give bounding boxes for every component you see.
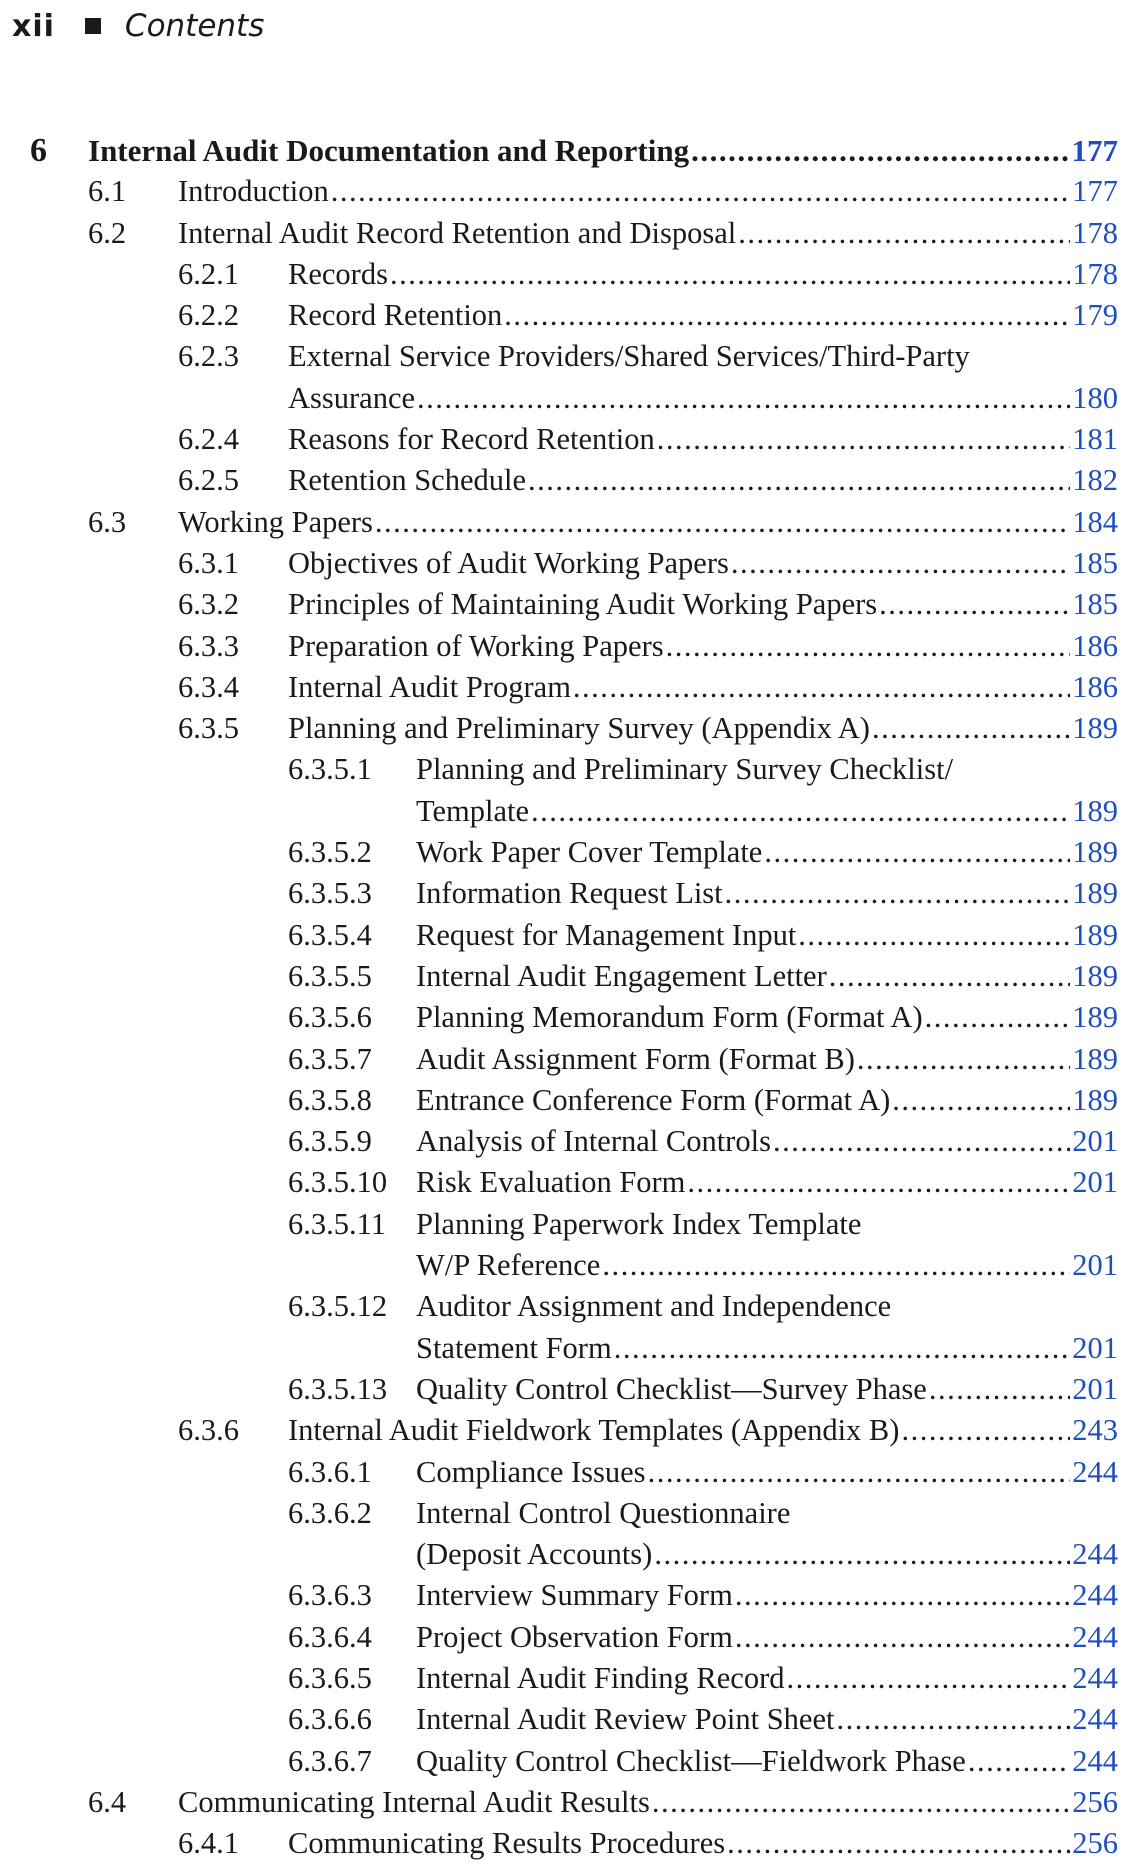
toc-entry[interactable] <box>0 667 1143 708</box>
toc-entry-title: Internal Audit Fieldwork Templates (Appendix B) <box>288 1413 900 1448</box>
toc-entry-line <box>416 1080 1118 1121</box>
toc-entry-title: Internal Control Questionnaire <box>416 1495 791 1530</box>
dot-leader <box>687 1162 1070 1203</box>
toc-entry-line <box>288 543 1118 584</box>
dot-leader <box>836 1699 1070 1740</box>
dot-leader <box>652 1782 1070 1823</box>
toc-entry-title: Communicating Results Procedures <box>288 1826 726 1861</box>
dot-leader <box>654 1534 1070 1575</box>
dot-leader <box>925 997 1071 1038</box>
toc-entry-line <box>288 584 1118 625</box>
toc-entry-number: 6.3 <box>88 504 127 539</box>
toc-entry-line <box>416 1699 1118 1740</box>
toc-entry-title: Retention Schedule <box>288 463 527 498</box>
toc-entry[interactable] <box>0 1782 1143 1823</box>
dot-leader <box>417 378 1070 419</box>
toc-entry-line <box>416 1575 1118 1616</box>
toc-entry-body <box>416 749 1118 832</box>
toc-entry-number: 6.3.5.10 <box>288 1165 388 1200</box>
toc-entry-line <box>178 1782 1118 1823</box>
toc-entry-number: 6.3.5.8 <box>288 1082 372 1117</box>
toc-entry-title: Auditor Assignment and Independence <box>416 1289 892 1324</box>
toc-entry-line <box>416 873 1118 914</box>
toc-entry[interactable] <box>0 460 1143 501</box>
toc-entry-number: 6.1 <box>88 174 127 209</box>
toc-entry-body <box>416 832 1118 873</box>
toc-entry-line <box>178 213 1118 254</box>
dot-leader <box>731 543 1070 584</box>
toc-entry-number: 6.2.3 <box>178 339 239 374</box>
toc-entry-title: Planning Memorandum Form (Format A) <box>416 1000 923 1035</box>
dot-leader <box>929 1369 1070 1410</box>
toc-entry-title: External Service Providers/Shared Services/Third-Party <box>288 339 970 374</box>
toc-page-link[interactable]: 201 <box>1072 1124 1118 1159</box>
toc-entry-line <box>178 502 1118 543</box>
toc-entry-title: Working Papers <box>178 504 373 539</box>
toc-page-link[interactable]: 244 <box>1072 1660 1118 1695</box>
dot-leader <box>725 873 1071 914</box>
toc-page-link[interactable]: 244 <box>1072 1537 1118 1572</box>
toc-entry-title: Planning and Preliminary Survey Checklist/ <box>416 752 954 787</box>
toc-entry-number: 6.3.5.4 <box>288 917 372 952</box>
toc-entry-number: 6.3.5.6 <box>288 1000 372 1035</box>
toc-page-link[interactable]: 180 <box>1072 380 1118 415</box>
running-head <box>12 4 264 48</box>
toc-page-link[interactable]: 185 <box>1072 587 1118 622</box>
toc-entry[interactable] <box>0 997 1143 1038</box>
toc-entry-line <box>288 1410 1118 1451</box>
dot-leader <box>764 832 1070 873</box>
toc-entry[interactable] <box>0 915 1143 956</box>
toc-page-link[interactable]: 201 <box>1072 1371 1118 1406</box>
toc-entry-title: Planning Paperwork Index Template <box>416 1206 862 1241</box>
toc-entry-title: Project Observation Form <box>416 1619 733 1654</box>
toc-entry-line <box>288 460 1118 501</box>
toc-entry[interactable] <box>0 295 1143 336</box>
dot-leader <box>531 791 1070 832</box>
toc-page-link[interactable]: 256 <box>1072 1826 1118 1861</box>
toc-entry-title: Assurance <box>288 380 416 415</box>
running-head-title: Contents <box>124 8 265 44</box>
toc-entry-number: 6.3.5.9 <box>288 1124 372 1159</box>
toc-entry-number: 6.3.5.12 <box>288 1289 388 1324</box>
dot-leader <box>691 130 1069 171</box>
dot-leader <box>657 419 1070 460</box>
toc-page-link[interactable]: 189 <box>1072 876 1118 911</box>
toc-entry[interactable] <box>0 254 1143 295</box>
toc-page-link[interactable]: 182 <box>1072 463 1118 498</box>
dot-leader <box>773 1121 1070 1162</box>
toc-entry-line <box>416 1452 1118 1493</box>
toc-entry-body <box>178 502 1118 543</box>
toc-entry-line <box>416 1369 1118 1410</box>
toc-entry[interactable] <box>0 1699 1143 1740</box>
toc-entry-number: 6.3.6.2 <box>288 1495 372 1530</box>
toc-entry-body <box>416 1575 1118 1616</box>
toc-page-link[interactable]: 201 <box>1072 1248 1118 1283</box>
toc-entry[interactable] <box>0 832 1143 873</box>
toc-entry-title: Communicating Internal Audit Results <box>178 1784 650 1819</box>
toc-entry-body <box>416 873 1118 914</box>
square-bullet-icon <box>85 18 101 34</box>
toc-page-link[interactable]: 186 <box>1072 669 1118 704</box>
toc-entry-number: 6 <box>30 132 47 169</box>
dot-leader <box>892 1080 1070 1121</box>
toc-entry-body <box>288 336 1118 419</box>
toc-entry-body <box>288 543 1118 584</box>
toc-entry-number: 6.3.3 <box>178 628 239 663</box>
toc-entry-number: 6.3.5.11 <box>288 1206 386 1241</box>
toc-entry-line <box>416 1328 1118 1369</box>
toc-entry[interactable] <box>0 749 1143 832</box>
toc-entry[interactable] <box>0 1658 1143 1699</box>
dot-leader <box>798 915 1070 956</box>
toc-entry-line <box>288 336 1118 377</box>
dot-leader <box>648 1452 1071 1493</box>
toc-entry[interactable] <box>0 1080 1143 1121</box>
toc-entry[interactable] <box>0 419 1143 460</box>
toc-entry-number: 6.3.5.13 <box>288 1371 388 1406</box>
toc-entry-line <box>416 1162 1118 1203</box>
toc-page-link[interactable]: 244 <box>1072 1743 1118 1778</box>
dot-leader <box>829 956 1070 997</box>
toc-entry-line <box>288 708 1118 749</box>
toc-page-link[interactable]: 189 <box>1072 1082 1118 1117</box>
toc-entry-line <box>416 1658 1118 1699</box>
toc-page-link[interactable]: 244 <box>1072 1454 1118 1489</box>
toc-entry-title: Statement Form <box>416 1330 612 1365</box>
toc-entry-body <box>416 1121 1118 1162</box>
toc-entry-title: Internal Audit Review Point Sheet <box>416 1702 835 1737</box>
toc-entry-body <box>416 956 1118 997</box>
toc-entry-number: 6.4.1 <box>178 1826 239 1861</box>
toc-entry-number: 6.3.5.7 <box>288 1041 372 1076</box>
toc-entry-number: 6.3.6 <box>178 1413 239 1448</box>
toc-entry-title: Template <box>416 793 530 828</box>
toc-entry-body <box>416 1617 1118 1658</box>
toc-entry-number: 6.3.5.5 <box>288 958 372 993</box>
toc-entry-line <box>416 915 1118 956</box>
toc-entry-body <box>288 295 1118 336</box>
toc-entry-body <box>178 171 1118 212</box>
toc-entry-title: Internal Audit Program <box>288 669 571 704</box>
toc-entry[interactable] <box>0 171 1143 212</box>
toc-entry-number: 6.3.2 <box>178 587 239 622</box>
toc-entry-body <box>416 1699 1118 1740</box>
toc-page-link[interactable]: 244 <box>1072 1578 1118 1613</box>
toc-page-link[interactable]: 189 <box>1072 1041 1118 1076</box>
toc-entry-line <box>416 1741 1118 1782</box>
toc-entry-title: Internal Audit Engagement Letter <box>416 958 827 993</box>
toc-entry-number: 6.4 <box>88 1784 127 1819</box>
toc-entry-line <box>416 1039 1118 1080</box>
toc-page-link[interactable]: 179 <box>1072 298 1118 333</box>
toc-entry[interactable] <box>0 1741 1143 1782</box>
dot-leader <box>331 171 1070 212</box>
toc-entry-body <box>416 1039 1118 1080</box>
toc-page-link[interactable]: 243 <box>1072 1413 1118 1448</box>
toc-entry-body <box>416 1286 1118 1369</box>
toc-entry-number: 6.3.1 <box>178 545 239 580</box>
toc-entry[interactable] <box>0 336 1143 419</box>
toc-entry-number: 6.3.6.6 <box>288 1702 372 1737</box>
toc-entry-number: 6.3.6.5 <box>288 1660 372 1695</box>
toc-entry[interactable] <box>0 708 1143 749</box>
toc-entry-number: 6.3.4 <box>178 669 239 704</box>
dot-leader <box>602 1245 1070 1286</box>
toc-entry-title: Records <box>288 256 388 291</box>
toc-entry-number: 6.3.6.4 <box>288 1619 372 1654</box>
dot-leader <box>528 460 1070 501</box>
dot-leader <box>872 708 1070 749</box>
toc-page-link[interactable]: 181 <box>1072 422 1118 457</box>
toc-entry-title: Principles of Maintaining Audit Working Papers <box>288 587 878 622</box>
toc-entry-line <box>416 791 1118 832</box>
toc-entry[interactable] <box>0 130 1143 171</box>
toc-entry-title: Work Paper Cover Template <box>416 835 763 870</box>
toc-entry-line <box>288 254 1118 295</box>
toc-entry-number: 6.3.6.3 <box>288 1578 372 1613</box>
toc-page-link[interactable]: 244 <box>1072 1619 1118 1654</box>
toc-entry-line <box>416 956 1118 997</box>
toc-entry-line <box>288 667 1118 708</box>
table-of-contents <box>0 130 1143 1864</box>
toc-page-link[interactable]: 189 <box>1072 793 1118 828</box>
dot-leader <box>375 502 1070 543</box>
toc-entry-body <box>288 584 1118 625</box>
toc-page-link[interactable]: 184 <box>1072 504 1118 539</box>
dot-leader <box>857 1039 1070 1080</box>
toc-entry[interactable] <box>0 1121 1143 1162</box>
toc-entry-body <box>288 460 1118 501</box>
toc-entry[interactable] <box>0 626 1143 667</box>
toc-entry-line <box>178 171 1118 212</box>
toc-entry-title: Interview Summary Form <box>416 1578 733 1613</box>
toc-entry-title: Internal Audit Finding Record <box>416 1660 785 1695</box>
toc-entry-number: 6.3.5.1 <box>288 752 372 787</box>
toc-page-link[interactable]: 256 <box>1072 1784 1118 1819</box>
toc-page-link[interactable]: 189 <box>1072 917 1118 952</box>
toc-entry-number: 6.2.4 <box>178 422 239 457</box>
toc-entry-line <box>416 1286 1118 1327</box>
toc-entry-body <box>416 1369 1118 1410</box>
toc-page-link[interactable]: 201 <box>1072 1165 1118 1200</box>
toc-entry-body <box>288 419 1118 460</box>
toc-entry-body <box>288 254 1118 295</box>
toc-entry-title: Request for Management Input <box>416 917 797 952</box>
dot-leader <box>727 1823 1070 1864</box>
toc-entry-title: Reasons for Record Retention <box>288 422 655 457</box>
toc-entry[interactable] <box>0 1575 1143 1616</box>
toc-entry-body <box>288 626 1118 667</box>
toc-page-link[interactable]: 189 <box>1072 958 1118 993</box>
toc-entry-body <box>288 1823 1118 1864</box>
toc-entry-line <box>416 1121 1118 1162</box>
toc-entry-title: W/P Reference <box>416 1248 601 1283</box>
toc-entry-title: Introduction <box>178 174 329 209</box>
toc-entry-title: (Deposit Accounts) <box>416 1537 653 1572</box>
toc-entry[interactable] <box>0 1452 1143 1493</box>
toc-entry[interactable] <box>0 956 1143 997</box>
dot-leader <box>573 667 1070 708</box>
toc-entry-line <box>416 1534 1118 1575</box>
toc-entry[interactable] <box>0 543 1143 584</box>
toc-entry-number: 6.3.5.2 <box>288 835 372 870</box>
dot-leader <box>738 213 1070 254</box>
toc-entry-body <box>178 1782 1118 1823</box>
toc-page-link[interactable]: 201 <box>1072 1330 1118 1365</box>
toc-entry[interactable] <box>0 502 1143 543</box>
toc-entry[interactable] <box>0 1162 1143 1203</box>
dot-leader <box>504 295 1070 336</box>
page-folio: xii <box>12 8 55 44</box>
toc-entry[interactable] <box>0 213 1143 254</box>
dot-leader <box>879 584 1070 625</box>
dot-leader <box>968 1741 1070 1782</box>
toc-entry-title: Preparation of Working Papers <box>288 628 664 663</box>
toc-entry[interactable] <box>0 1493 1143 1576</box>
toc-entry-title: Risk Evaluation Form <box>416 1165 686 1200</box>
toc-page-link[interactable]: 178 <box>1072 256 1118 291</box>
toc-entry-title: Internal Audit Documentation and Reporting <box>88 133 690 168</box>
toc-entry-number: 6.2.2 <box>178 298 239 333</box>
toc-entry-number: 6.3.6.1 <box>288 1454 372 1489</box>
dot-leader <box>735 1617 1070 1658</box>
toc-entry[interactable] <box>0 1410 1143 1451</box>
toc-entry-line <box>416 1617 1118 1658</box>
toc-entry-body <box>288 1410 1118 1451</box>
toc-entry[interactable] <box>0 584 1143 625</box>
toc-page-link[interactable]: 186 <box>1072 628 1118 663</box>
toc-entry[interactable] <box>0 1204 1143 1287</box>
toc-entry-line <box>288 626 1118 667</box>
toc-entry-number: 6.2.5 <box>178 463 239 498</box>
toc-page-link[interactable]: 189 <box>1072 835 1118 870</box>
toc-entry-number: 6.2.1 <box>178 256 239 291</box>
toc-entry-title: Objectives of Audit Working Papers <box>288 545 729 580</box>
toc-entry-body <box>288 708 1118 749</box>
toc-entry[interactable] <box>0 873 1143 914</box>
toc-entry-body <box>416 1080 1118 1121</box>
toc-page-link[interactable]: 177 <box>1071 133 1118 168</box>
toc-entry[interactable] <box>0 1039 1143 1080</box>
toc-entry-line <box>288 378 1118 419</box>
toc-entry-body <box>288 667 1118 708</box>
toc-entry-line <box>88 130 1118 171</box>
toc-entry-line <box>288 1823 1118 1864</box>
toc-entry-number: 6.2 <box>88 215 127 250</box>
toc-entry-body <box>416 1658 1118 1699</box>
toc-entry-title: Quality Control Checklist—Survey Phase <box>416 1371 927 1406</box>
toc-page-link[interactable]: 189 <box>1072 1000 1118 1035</box>
dot-leader <box>787 1658 1071 1699</box>
dot-leader <box>614 1328 1071 1369</box>
toc-page-link[interactable]: 189 <box>1072 711 1118 746</box>
toc-page-link[interactable]: 177 <box>1072 174 1118 209</box>
toc-entry-title: Entrance Conference Form (Format A) <box>416 1082 891 1117</box>
toc-entry-body <box>416 915 1118 956</box>
dot-leader <box>666 626 1071 667</box>
toc-entry-line <box>416 832 1118 873</box>
dot-leader <box>901 1410 1070 1451</box>
toc-entry-number: 6.3.6.7 <box>288 1743 372 1778</box>
toc-entry-line <box>416 1493 1118 1534</box>
toc-entry-body <box>88 130 1118 171</box>
dot-leader <box>390 254 1070 295</box>
toc-entry-body <box>416 1493 1118 1576</box>
toc-entry-line <box>288 295 1118 336</box>
toc-entry-body <box>416 1162 1118 1203</box>
toc-page-link[interactable]: 178 <box>1072 215 1118 250</box>
toc-entry-title: Compliance Issues <box>416 1454 646 1489</box>
toc-entry-body <box>416 1204 1118 1287</box>
toc-entry-title: Audit Assignment Form (Format B) <box>416 1041 855 1076</box>
toc-entry-title: Planning and Preliminary Survey (Appendix A) <box>288 711 870 746</box>
toc-entry-line <box>416 1204 1118 1245</box>
toc-entry-body <box>416 1741 1118 1782</box>
toc-entry-title: Internal Audit Record Retention and Disposal <box>178 215 737 250</box>
toc-entry-title: Quality Control Checklist—Fieldwork Phase <box>416 1743 966 1778</box>
toc-entry-line <box>416 749 1118 790</box>
toc-entry-body <box>178 213 1118 254</box>
toc-entry-title: Information Request List <box>416 876 723 911</box>
dot-leader <box>735 1575 1070 1616</box>
toc-page-link[interactable]: 244 <box>1072 1702 1118 1737</box>
toc-entry-title: Record Retention <box>288 298 503 333</box>
toc-entry-number: 6.3.5.3 <box>288 876 372 911</box>
toc-entry[interactable] <box>0 1617 1143 1658</box>
toc-entry-body <box>416 997 1118 1038</box>
toc-entry-number: 6.3.5 <box>178 711 239 746</box>
toc-entry[interactable] <box>0 1369 1143 1410</box>
toc-page-link[interactable]: 185 <box>1072 545 1118 580</box>
toc-entry-line <box>416 997 1118 1038</box>
toc-entry-body <box>416 1452 1118 1493</box>
toc-entry-line <box>416 1245 1118 1286</box>
toc-entry[interactable] <box>0 1286 1143 1369</box>
toc-entry[interactable] <box>0 1823 1143 1864</box>
toc-entry-title: Analysis of Internal Controls <box>416 1124 771 1159</box>
toc-entry-line <box>288 419 1118 460</box>
